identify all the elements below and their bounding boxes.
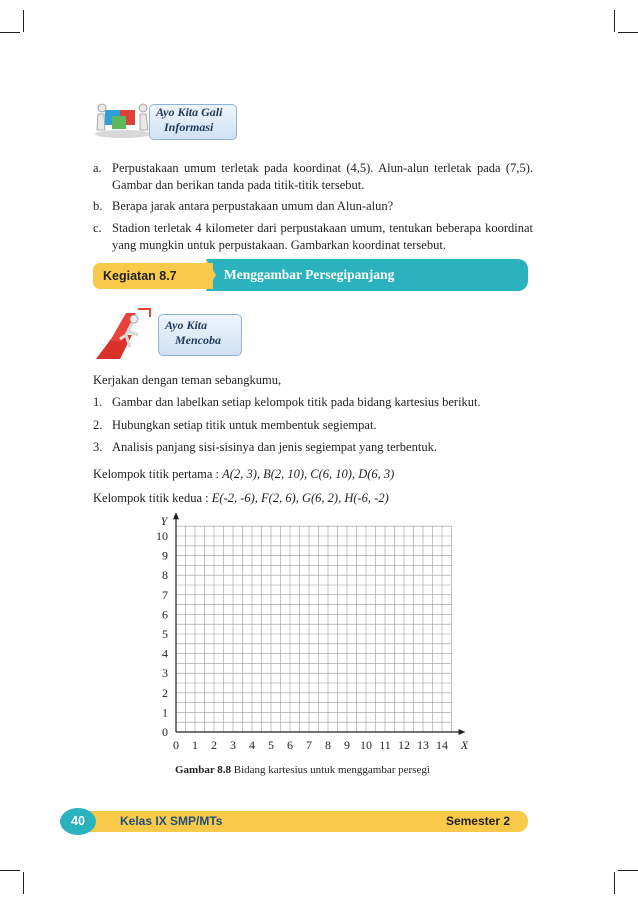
figure-caption (175, 764, 430, 776)
info-badge-line2: Informasi (164, 120, 214, 134)
list-marker: 1. (93, 395, 103, 409)
list-text: Analisis panjang sisi-sisinya dan jenis segiempat yang terbentuk. (112, 440, 437, 454)
list-text: Stadion terletak 4 kilometer dari perpustakaan umum, tentukan beberapa koordinat yang mungkin untuk perpustakaan. Gambarkan koordinat tersebut. (112, 221, 533, 252)
x-tick-label: 8 (325, 738, 331, 752)
x-axis-label: X (460, 738, 469, 752)
semester-label: Semester 2 (445, 814, 510, 828)
crop-mark (614, 10, 615, 32)
caption-label: Gambar 8.8 (175, 764, 232, 776)
crop-mark (618, 32, 638, 33)
x-tick-label: 1 (192, 738, 198, 752)
list-marker: a. (93, 161, 102, 175)
list-marker: 3. (93, 440, 103, 454)
intro-text: Kerjakan dengan teman sebangkumu, (93, 373, 282, 387)
x-tick-label: 11 (379, 738, 391, 752)
x-tick-label: 14 (436, 738, 448, 752)
y-tick-label: 1 (162, 705, 168, 720)
x-tick-label: 9 (344, 738, 350, 752)
crop-mark (618, 870, 638, 871)
info-question-c (93, 220, 533, 254)
book-title: Kelas IX SMP/MTs (120, 814, 223, 828)
x-tick-label: 12 (398, 738, 410, 752)
crop-mark (23, 872, 24, 894)
y-tick-label: 4 (162, 646, 168, 661)
page-footer (68, 811, 528, 832)
x-axis-arrow (459, 729, 466, 735)
x-tick-label: 3 (230, 738, 236, 752)
list-marker: b. (93, 199, 103, 213)
group1-line (93, 466, 394, 483)
x-tick-label: 5 (268, 738, 274, 752)
list-text: Perpustakaan umum terletak pada koordinat (4,5). Alun-alun terletak pada (7,5). Gambar dan berikan tanda pada titik-titik tersebut. (112, 161, 533, 192)
info-badge (149, 104, 237, 140)
list-marker: 2. (93, 418, 103, 432)
group1-prefix: Kelompok titik pertama : (93, 467, 223, 481)
page-number: 40 (60, 808, 96, 835)
x-tick-label: 2 (211, 738, 217, 752)
y-tick-label: 7 (162, 587, 168, 602)
list-text: Hubungkan setiap titik untuk membentuk segiempat. (112, 418, 377, 432)
list-marker: c. (93, 221, 102, 235)
step-2 (93, 417, 533, 434)
group2-line (93, 490, 389, 507)
group2-prefix: Kelompok titik kedua : (93, 491, 212, 505)
cartesian-plane (130, 508, 490, 760)
crop-mark (0, 32, 20, 33)
puzzle-people-icon (92, 100, 154, 140)
info-badge-line1: Ayo Kita Gali (156, 105, 223, 119)
info-question-b (93, 198, 533, 215)
x-tick-label: 6 (287, 738, 293, 752)
y-tick-label: 8 (162, 568, 168, 583)
y-tick-label: 9 (162, 548, 168, 563)
caption-text: Bidang kartesius untuk menggambar persegi (231, 764, 430, 776)
try-badge-line1: Ayo Kita (165, 318, 208, 332)
group1-points: A(2, 3), B(2, 10), C(6, 10), D(6, 3) (222, 467, 395, 481)
x-tick-label: 7 (306, 738, 312, 752)
step-1 (93, 394, 533, 411)
kegiatan-label-tab (93, 263, 213, 289)
running-person-icon (92, 305, 158, 361)
list-text: Berapa jarak antara perpustakaan umum dan Alun-alun? (112, 199, 394, 213)
y-tick-label: 2 (162, 685, 168, 700)
kegiatan-arrow (206, 259, 216, 291)
y-tick-label: 6 (162, 607, 168, 622)
try-badge (158, 314, 242, 356)
y-tick-label: 0 (162, 725, 168, 739)
crop-mark (0, 870, 20, 871)
kegiatan-title-bar (206, 259, 528, 291)
group2-points: E(-2, -6), F(2, 6), G(6, 2), H(-6, -2) (211, 491, 389, 505)
y-axis-label: Y (160, 514, 168, 529)
x-tick-label: 0 (173, 738, 179, 752)
x-tick-label: 10 (360, 738, 372, 752)
kegiatan-label: Kegiatan 8.7 (103, 269, 177, 283)
step-3 (93, 439, 533, 456)
list-text: Gambar dan labelkan setiap kelompok titik pada bidang kartesius berikut. (112, 395, 481, 409)
crop-mark (614, 872, 615, 894)
x-tick-label: 4 (249, 738, 255, 752)
y-tick-label: 5 (162, 627, 168, 641)
crop-mark (23, 10, 24, 32)
info-question-a (93, 160, 533, 194)
y-tick-label: 3 (162, 666, 168, 681)
y-tick-label: 10 (156, 529, 168, 543)
y-axis-arrow (173, 512, 179, 519)
x-tick-label: 13 (417, 738, 429, 752)
try-badge-line2: Mencoba (175, 333, 221, 347)
kegiatan-title: Menggambar Persegipanjang (224, 267, 395, 282)
